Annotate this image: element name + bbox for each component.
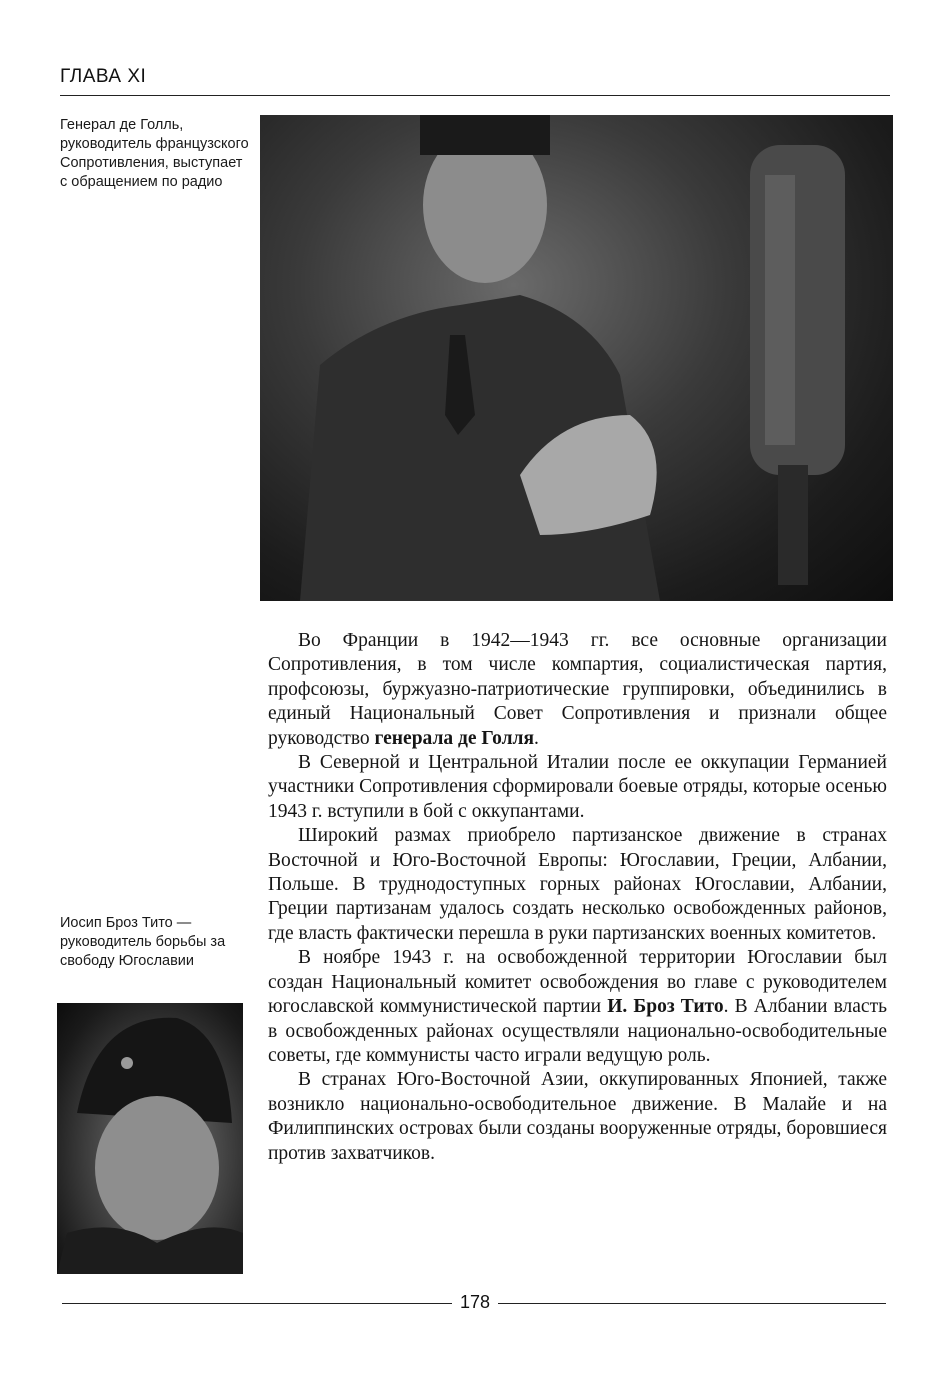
bold-name-de-gaulle: генерала де Голля	[374, 727, 535, 749]
paragraph: Широкий размах приобрело партизанское движение в странах Восточной и Юго-Восточной Европы: Югославии, Греции, Албании, Польше. В труднодоступных горных районах Югославии, Албании, Греции партизанам удалось создать несколько освобожденных районов, где власть фактически перешла в руки партизанских военных комитетов.	[268, 825, 887, 944]
bold-name-tito: И. Броз Тито	[607, 996, 724, 1018]
footer-divider-right	[498, 1303, 886, 1304]
paragraph: Во Франции в 1942—1943 гг. все основные организации Сопротивления, в том числе компартия, социалистическая партия, профсоюзы, буржуазно-патриотические группировки, объединились в единый Национальный Совет Сопротивления и признали общее руководство генерала де Голля.	[268, 630, 887, 749]
tito-photo	[57, 1003, 243, 1274]
footer-divider-left	[62, 1303, 452, 1304]
de-gaulle-caption: Генерал де Голль, руководитель французского Сопротивления, выступает с обращением по радио	[60, 117, 249, 190]
header-divider	[60, 95, 890, 96]
tito-caption: Иосип Броз Тито — руководитель борьбы за свободу Югославии	[60, 915, 226, 969]
chapter-title: ГЛАВА XI	[60, 66, 147, 87]
de-gaulle-photo	[260, 115, 893, 601]
paragraph: В странах Юго-Восточной Азии, оккупированных Японией, также возникло национально-освободительное движение. В Малайе и на Филиппинских островах были созданы вооруженные отряды, боровшиеся против захватчиков.	[268, 1069, 887, 1164]
body-text	[268, 629, 887, 1166]
page-number: 178	[459, 1292, 491, 1312]
paragraph: В ноябре 1943 г. на освобожденной территории Югославии был создан Национальный комитет освобождения во главе с руководителем югославской коммунистической партии И. Броз Тито. В Албании власть в освобожденных районах осуществляли национально-освободительные советы, где коммунисты часто играли ведущую роль.	[268, 947, 887, 1066]
paragraph: В Северной и Центральной Италии после ее оккупации Германией участники Сопротивления сформировали боевые отряды, которые осенью 1943 г. вступили в бой с оккупантами.	[268, 752, 887, 822]
